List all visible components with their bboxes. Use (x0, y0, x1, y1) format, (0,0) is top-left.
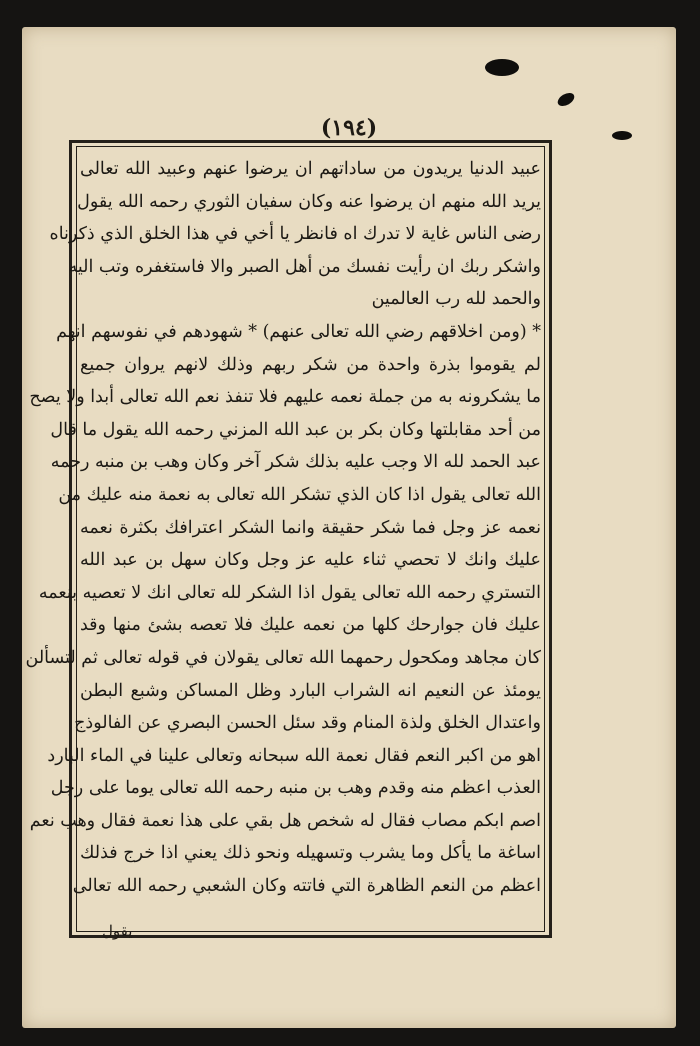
text-line: عبد الحمد لله الا وجب عليه بذلك شكر آخر وكان وهب بن منبه رحمه (50, 452, 541, 473)
text-block (25, 153, 541, 903)
text-line: كان مجاهد ومكحول رحمهما الله تعالى يقولان في قوله تعالى ثم لتسألن (25, 647, 541, 668)
text-line: ما يشكرونه به من جملة نعمه عليهم فلا تنفذ نعم الله تعالى أبدا ولا يصح (29, 387, 541, 408)
catchword: يقول (102, 922, 133, 940)
ink-blot-mark (485, 59, 519, 76)
text-line: التستري رحمه الله تعالى يقول اذا الشكر لله تعالى انك لا تعصيه بنعمه (38, 582, 541, 603)
text-line: الله تعالى يقول اذا كان الذي تشكر الله تعالى به نعمة منه عليك من (58, 484, 541, 505)
ink-blot-mark (555, 90, 576, 109)
text-line: رضى الناس غاية لا تدرك اه فانظر يا أخي في هذا الخلق الذي ذكرناه (49, 224, 541, 245)
text-line: عليك وانك لا تحصي ثناء عليه عز وجل وكان سهل بن عبد الله (80, 550, 541, 571)
text-line: عبيد الدنيا يريدون من ساداتهم ان يرضوا عنهم وعبيد الله تعالى (80, 159, 541, 179)
text-line: يريد الله منهم ان يرضوا عنه وكان سفيان الثوري رحمه الله يقول (77, 191, 541, 212)
text-line: * (ومن اخلاقهم رضي الله تعالى عنهم) * شهودهم في نفوسهم انهم (56, 321, 541, 342)
ink-blot-mark (612, 131, 632, 140)
text-line: اساغة ما يأكل وما يشرب وتسهيله ونحو ذلك يعني اذا خرج فذلك (80, 843, 541, 864)
text-line: لم يقوموا بذرة واحدة من شكر ربهم وذلك لانهم يروان جميع (80, 354, 541, 375)
text-line: واشكر ربك ان رأيت نفسك من أهل الصبر والا فاستغفره وتب اليه (68, 256, 541, 277)
text-line: العذب اعظم منه وقدم وهب بن منبه رحمه الله تعالى يوما على رجل (50, 778, 541, 799)
text-line: نعمه عز وجل فما شكر حقيقة وانما الشكر اعترافك بكثرة نعمه (80, 517, 541, 538)
text-line: يومئذ عن النعيم انه الشراب البارد وظل المساكن وشبع البطن (80, 680, 541, 701)
text-line: من أحد مقابلتها وكان بكر بن عبد الله المزني رحمه الله يقول ما قال (50, 419, 541, 440)
text-line: عليك فان جوارحك كلها من نعمه عليك فلا تعصه بشئ منها وقد (80, 615, 541, 636)
text-line: اعظم من النعم الظاهرة التي فاتته وكان الشعبي رحمه الله تعالى (72, 876, 541, 897)
page-number: (١٩٤) (320, 115, 378, 141)
text-line: والحمد لله رب العالمين (371, 289, 541, 310)
text-line: واعتدال الخلق ولذة المنام وقد سئل الحسن البصري عن الفالوذج (74, 713, 541, 734)
book-page (22, 27, 676, 1028)
text-line: اهو من اكبر النعم فقال نعمة الله سبحانه وتعالى علينا في الماء البارد (47, 745, 541, 766)
text-line: اصم ابكم مصاب فقال له شخص هل بقي على هذا نعمة فقال وهب نعم (29, 810, 541, 831)
